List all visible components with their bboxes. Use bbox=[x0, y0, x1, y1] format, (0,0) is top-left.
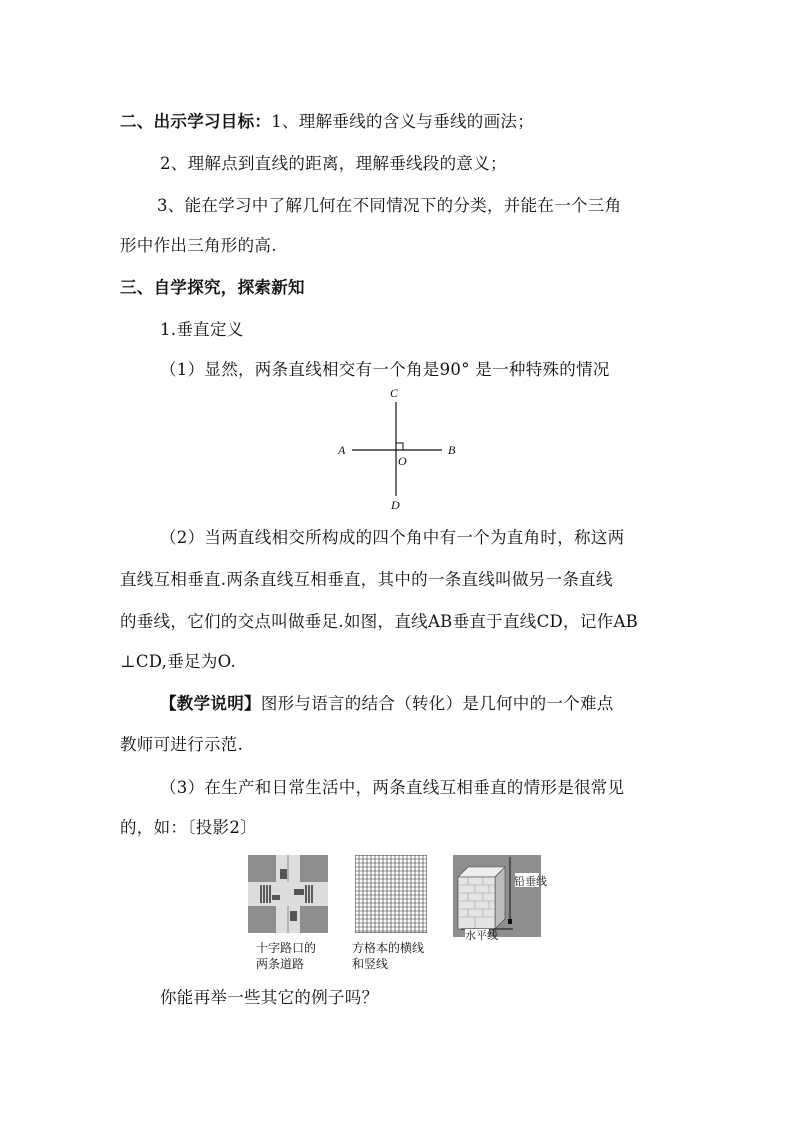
subsection-1-title: 1.垂直定义 bbox=[160, 320, 244, 339]
paragraph-2-line-1: （2）当两直线相交所构成的四个角中有一个为直角时，称这两 bbox=[160, 528, 625, 547]
horizontal-line-label: 水平线 bbox=[465, 929, 498, 942]
label-a: A bbox=[338, 443, 346, 457]
grid-paper-caption-line-2: 和竖线 bbox=[352, 957, 389, 971]
teaching-note bbox=[160, 690, 614, 714]
section2-heading: 二、出示学习目标： bbox=[120, 112, 272, 131]
label-o: O bbox=[398, 454, 407, 468]
paragraph-3-line-2: 的，如：〔投影2〕 bbox=[120, 818, 257, 837]
paragraph-2-line-4: ⊥CD,垂足为O. bbox=[120, 652, 237, 671]
grid-paper-caption bbox=[352, 940, 424, 972]
section3-heading: 三、自学探究，探索新知 bbox=[120, 278, 305, 297]
paragraph-2-line-2: 直线互相垂直.两条直线互相垂直，其中的一条直线叫做另一条直线 bbox=[120, 570, 613, 589]
label-c: C bbox=[390, 386, 399, 400]
brick-wall-image bbox=[453, 855, 541, 937]
goal-2: 2、理解点到直线的距离，理解垂线段的意义； bbox=[160, 154, 507, 173]
teaching-note-line-2: 教师可进行示范. bbox=[120, 735, 244, 754]
label-b: B bbox=[448, 443, 456, 457]
grid-paper-caption-line-1: 方格本的横线 bbox=[352, 941, 425, 955]
goal-3-line-2: 形中作出三角形的高. bbox=[120, 236, 277, 255]
label-d: D bbox=[391, 498, 400, 512]
question: 你能再举一些其它的例子吗？ bbox=[160, 988, 379, 1007]
plumb-line-label: 铅垂线 bbox=[514, 875, 547, 888]
grid-paper-image bbox=[355, 855, 427, 933]
teaching-note-text: 图形与语言的结合（转化）是几何中的一个难点 bbox=[260, 694, 614, 713]
paragraph-2-line-3: 的垂线，它们的交点叫做垂足.如图，直线AB垂直于直线CD，记作AB bbox=[120, 612, 639, 631]
goal-1: 1、理解垂线的含义与垂线的画法； bbox=[271, 112, 535, 131]
teaching-note-label: 【教学说明】 bbox=[160, 694, 261, 713]
goal-3-line-1: 3、能在学习中了解几何在不同情况下的分类，并能在一个三角 bbox=[157, 196, 622, 215]
paragraph-1: （1）显然，两条直线相交有一个角是90° 是一种特殊的情况 bbox=[160, 360, 610, 379]
crossroads-caption-line-2: 两条道路 bbox=[256, 957, 305, 971]
crossroads-caption-line-1: 十字路口的 bbox=[256, 941, 317, 955]
paragraph-3-line-1: （3）在生产和日常生活中，两条直线互相垂直的情形是很常见 bbox=[160, 778, 625, 797]
goals-line-1 bbox=[120, 108, 534, 132]
crossroads-caption bbox=[256, 940, 316, 972]
crossroads-image bbox=[248, 855, 328, 933]
